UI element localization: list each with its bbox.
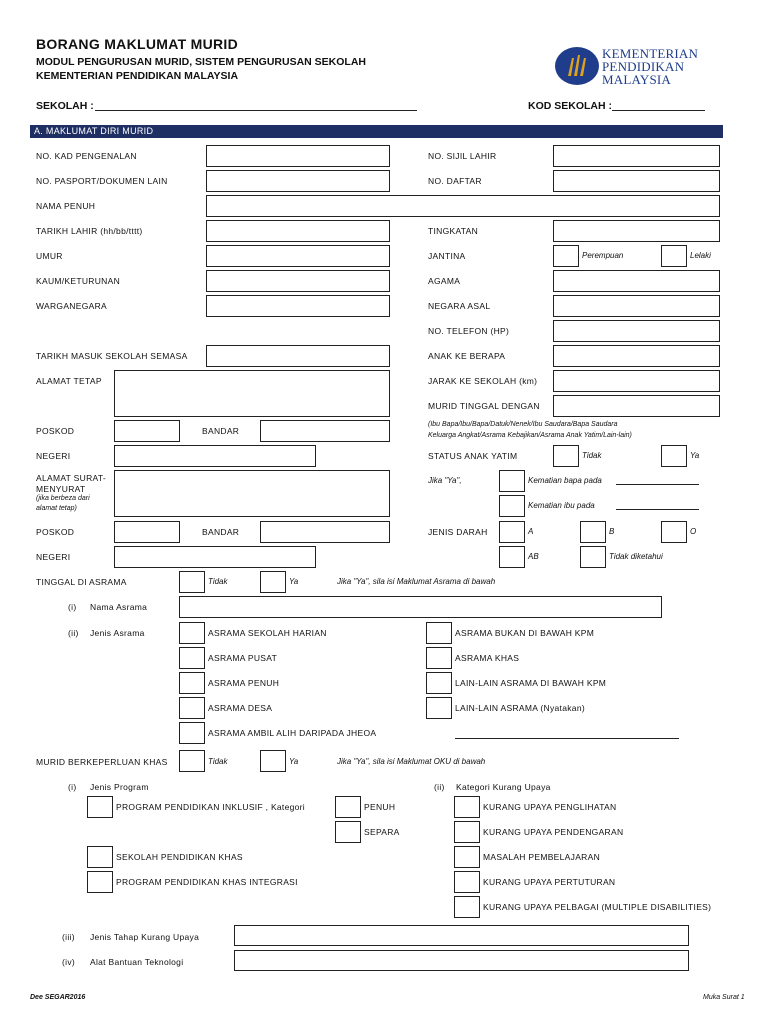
label-asrama-pusat: ASRAMA PUSAT [208,653,278,663]
kod-sekolah-line[interactable] [612,110,705,111]
jarak-field[interactable] [553,370,720,392]
label-kat-pertuturan: KURANG UPAYA PERTUTURAN [483,877,616,887]
bandar-surat-field[interactable] [260,521,390,543]
oku-tahap-num: (iii) [62,932,75,942]
label-jenis-asrama: Jenis Asrama [90,628,145,638]
logo-text-line3: MALAYSIA [602,72,672,87]
asrama-pusat-checkbox[interactable] [179,647,205,669]
label-poskod-surat: POSKOD [36,527,75,537]
asrama-penuh-checkbox[interactable] [179,672,205,694]
telefon-field[interactable] [553,320,720,342]
label-asrama-khas: ASRAMA KHAS [455,653,520,663]
label-perempuan: Perempuan [582,251,624,260]
sekolah-pendidikan-khas-checkbox[interactable] [87,846,113,868]
negara-asal-field[interactable] [553,295,720,317]
label-jenis-program: Jenis Program [90,782,149,792]
label-tinggal-dengan: MURID TINGGAL DENGAN [428,401,540,411]
label-tinggal-asrama: TINGGAL DI ASRAMA [36,577,127,587]
asrama-desa-checkbox[interactable] [179,697,205,719]
alamat-note-1: (jika berbeza dari [36,495,90,502]
asrama-note: Jika "Ya", sila isi Maklumat Asrama di bawah [337,577,496,586]
kat-pertuturan-checkbox[interactable] [454,871,480,893]
label-jarak: JARAK KE SEKOLAH (km) [428,376,538,386]
label-asrama-bukan-kpm: ASRAMA BUKAN DI BAWAH KPM [455,628,595,638]
label-telefon: NO. TELEFON (HP) [428,326,510,336]
label-nama: NAMA PENUH [36,201,96,211]
logo-text-line2: PENDIDIKAN [602,59,685,74]
label-alamat-tetap: ALAMAT TETAP [36,376,102,386]
label-jenis-darah: JENIS DARAH [428,527,488,537]
label-no-kp: NO. KAD PENGENALAN [36,151,137,161]
alamat-note-2: alamat tetap) [36,505,77,512]
alat-bantuan-field[interactable] [234,950,689,971]
label-negara-asal: NEGARA ASAL [428,301,491,311]
sekolah-label: SEKOLAH : [36,100,94,112]
label-jantina: JANTINA [428,251,466,261]
alamat-tetap-field[interactable] [114,370,390,417]
tarikh-lahir-field[interactable] [206,220,390,242]
oku-prog-num: (i) [68,782,77,792]
label-agama: AGAMA [428,276,461,286]
label-bandar-surat: BANDAR [202,527,240,537]
no-sijil-field[interactable] [553,145,720,167]
form-title: BORANG MAKLUMAT MURID [36,36,239,52]
oku-note: Jika "Ya", sila isi Maklumat OKU di bawah [337,757,486,766]
sekolah-line[interactable] [95,110,417,111]
label-umur: UMUR [36,251,63,261]
darah-a-checkbox[interactable] [499,521,525,543]
label-asrama-desa: ASRAMA DESA [208,703,273,713]
kod-sekolah-label: KOD SEKOLAH : [528,100,612,112]
label-asrama-penuh: ASRAMA PENUH [208,678,280,688]
nama-field[interactable] [206,195,720,217]
label-negeri: NEGERI [36,451,71,461]
footer-page-number: Muka Surat 1 [703,994,745,1001]
negeri-field[interactable] [114,445,316,467]
oku-kat-num: (ii) [434,782,445,792]
label-kaum: KAUM/KETURUNAN [36,276,121,286]
kat-pendengaran-checkbox[interactable] [454,821,480,843]
label-alamat-surat-1: ALAMAT SURAT- [36,473,107,483]
label-darah-a: A [528,527,534,536]
label-no-sijil: NO. SIJIL LAHIR [428,151,497,161]
tinggal-dengan-field[interactable] [553,395,720,417]
kematian-ibu-checkbox[interactable] [499,495,525,517]
label-kematian-bapa: Kematian bapa pada [528,476,602,485]
kat-penglihatan-checkbox[interactable] [454,796,480,818]
ministry-emblem-icon [554,46,600,86]
poskod-field[interactable] [114,420,180,442]
tarikh-masuk-field[interactable] [206,345,390,367]
section-a-title: A. MAKLUMAT DIRI MURID [34,126,154,136]
asrama-lain-nyatakan-checkbox[interactable] [426,697,452,719]
negeri-surat-field[interactable] [114,546,316,568]
kat-pembelajaran-checkbox[interactable] [454,846,480,868]
asrama-ya-checkbox[interactable] [260,571,286,593]
darah-o-checkbox[interactable] [661,521,687,543]
label-sekolah-pendidikan-khas: SEKOLAH PENDIDIKAN KHAS [116,852,243,862]
kaum-field[interactable] [206,270,390,292]
kematian-bapa-checkbox[interactable] [499,470,525,492]
kat-pelbagai-checkbox[interactable] [454,896,480,918]
label-tidak-diketahui: Tidak diketahui [609,552,663,561]
warganegara-field[interactable] [206,295,390,317]
label-anak-ke: ANAK KE BERAPA [428,351,506,361]
poskod-surat-field[interactable] [114,521,180,543]
label-nama-asrama: Nama Asrama [90,602,148,612]
subtitle-module: MODUL PENGURUSAN MURID, SISTEM PENGURUSAN SEKOLAH [36,56,366,68]
logo-text-line1: KEMENTERIAN [602,46,699,61]
no-daftar-field[interactable] [553,170,720,192]
label-kematian-ibu: Kematian ibu pada [528,501,595,510]
asrama-lain-kpm-checkbox[interactable] [426,672,452,694]
umur-field[interactable] [206,245,390,267]
tinggal-note-2: Keluarga Angkat/Asrama Kebajikan/Asrama Anak Yatim/Lain-lain) [428,432,632,439]
label-yatim-tidak: Tidak [582,451,602,460]
label-berkeperluan-khas: MURID BERKEPERLUAN KHAS [36,757,168,767]
footer-version: Dee SEGAR2016 [30,994,86,1001]
lelaki-checkbox[interactable] [661,245,687,267]
bandar-field[interactable] [260,420,390,442]
label-darah-o: O [690,527,697,536]
kematian-bapa-line[interactable] [616,484,699,485]
tinggal-note-1: (Ibu Bapa/Ibu/Bapa/Datuk/Nenek/Ibu Saudara/Bapa Saudara [428,421,618,428]
label-tahap-kurang-upaya: Jenis Tahap Kurang Upaya [90,932,200,942]
label-tarikh-lahir: TARIKH LAHIR (hh/bb/tttt) [36,226,143,236]
darah-b-checkbox[interactable] [580,521,606,543]
label-tarikh-masuk: TARIKH MASUK SEKOLAH SEMASA [36,351,188,361]
label-program-inklusif: PROGRAM PENDIDIKAN INKLUSIF , Kategori [116,802,305,812]
label-kat-penglihatan: KURANG UPAYA PENGLIHATAN [483,802,617,812]
nama-asrama-field[interactable] [179,596,662,618]
perempuan-checkbox[interactable] [553,245,579,267]
label-no-pasport: NO. PASPORT/DOKUMEN LAIN [36,176,168,186]
label-oku-ya: Ya [289,757,299,766]
tahap-kurang-upaya-field[interactable] [234,925,689,946]
label-asrama-tidak: Tidak [208,577,228,586]
label-tingkatan: TINGKATAN [428,226,479,236]
program-integrasi-checkbox[interactable] [87,871,113,893]
inklusif-penuh-checkbox[interactable] [335,796,361,818]
tingkatan-field[interactable] [553,220,720,242]
label-asrama-lain-nyatakan: LAIN-LAIN ASRAMA (Nyatakan) [455,703,585,713]
asrama-khas-checkbox[interactable] [426,647,452,669]
label-kat-pelbagai: KURANG UPAYA PELBAGAI (MULTIPLE DISABILITIES) [483,902,712,912]
label-status-yatim: STATUS ANAK YATIM [428,451,518,461]
label-jika-ya: Jika "Ya", [428,476,462,485]
label-poskod: POSKOD [36,426,75,436]
subtitle-ministry: KEMENTERIAN PENDIDIKAN MALAYSIA [36,70,239,82]
label-no-daftar: NO. DAFTAR [428,176,482,186]
label-inklusif-separa: SEPARA [364,827,400,837]
label-asrama-ya: Ya [289,577,299,586]
label-yatim-ya: Ya [690,451,700,460]
asrama-jenis-num: (ii) [68,628,79,638]
yatim-ya-checkbox[interactable] [661,445,687,467]
asrama-bukan-kpm-checkbox[interactable] [426,622,452,644]
label-warganegara: WARGANEGARA [36,301,107,311]
no-kp-field[interactable] [206,145,390,167]
oku-ya-checkbox[interactable] [260,750,286,772]
kematian-ibu-line[interactable] [616,509,699,510]
label-program-integrasi: PROGRAM PENDIDIKAN KHAS INTEGRASI [116,877,298,887]
no-pasport-field[interactable] [206,170,390,192]
asrama-nama-num: (i) [68,602,77,612]
alamat-surat-field[interactable] [114,470,390,517]
oku-alat-num: (iv) [62,957,75,967]
asrama-harian-checkbox[interactable] [179,622,205,644]
label-darah-ab: AB [528,552,539,561]
oku-tidak-checkbox[interactable] [179,750,205,772]
darah-tidak-diketahui-checkbox[interactable] [580,546,606,568]
label-kat-pembelajaran: MASALAH PEMBELAJARAN [483,852,601,862]
label-oku-tidak: Tidak [208,757,228,766]
agama-field[interactable] [553,270,720,292]
label-asrama-jheoa: ASRAMA AMBIL ALIH DARIPADA JHEOA [208,728,377,738]
asrama-tidak-checkbox[interactable] [179,571,205,593]
program-inklusif-checkbox[interactable] [87,796,113,818]
label-bandar: BANDAR [202,426,240,436]
label-asrama-harian: ASRAMA SEKOLAH HARIAN [208,628,327,638]
label-lelaki: Lelaki [690,251,711,260]
label-inklusif-penuh: PENUH [364,802,396,812]
darah-ab-checkbox[interactable] [499,546,525,568]
label-negeri-surat: NEGERI [36,552,71,562]
anak-ke-field[interactable] [553,345,720,367]
label-darah-b: B [609,527,615,536]
label-kat-pendengaran: KURANG UPAYA PENDENGARAN [483,827,624,837]
label-alamat-surat-2: MENYURAT [36,484,86,494]
yatim-tidak-checkbox[interactable] [553,445,579,467]
asrama-jheoa-checkbox[interactable] [179,722,205,744]
asrama-nyatakan-line[interactable] [455,738,679,739]
label-kategori-kurang-upaya: Kategori Kurang Upaya [456,782,551,792]
inklusif-separa-checkbox[interactable] [335,821,361,843]
label-asrama-lain-kpm: LAIN-LAIN ASRAMA DI BAWAH KPM [455,678,607,688]
label-alat-bantuan: Alat Bantuan Teknologi [90,957,184,967]
